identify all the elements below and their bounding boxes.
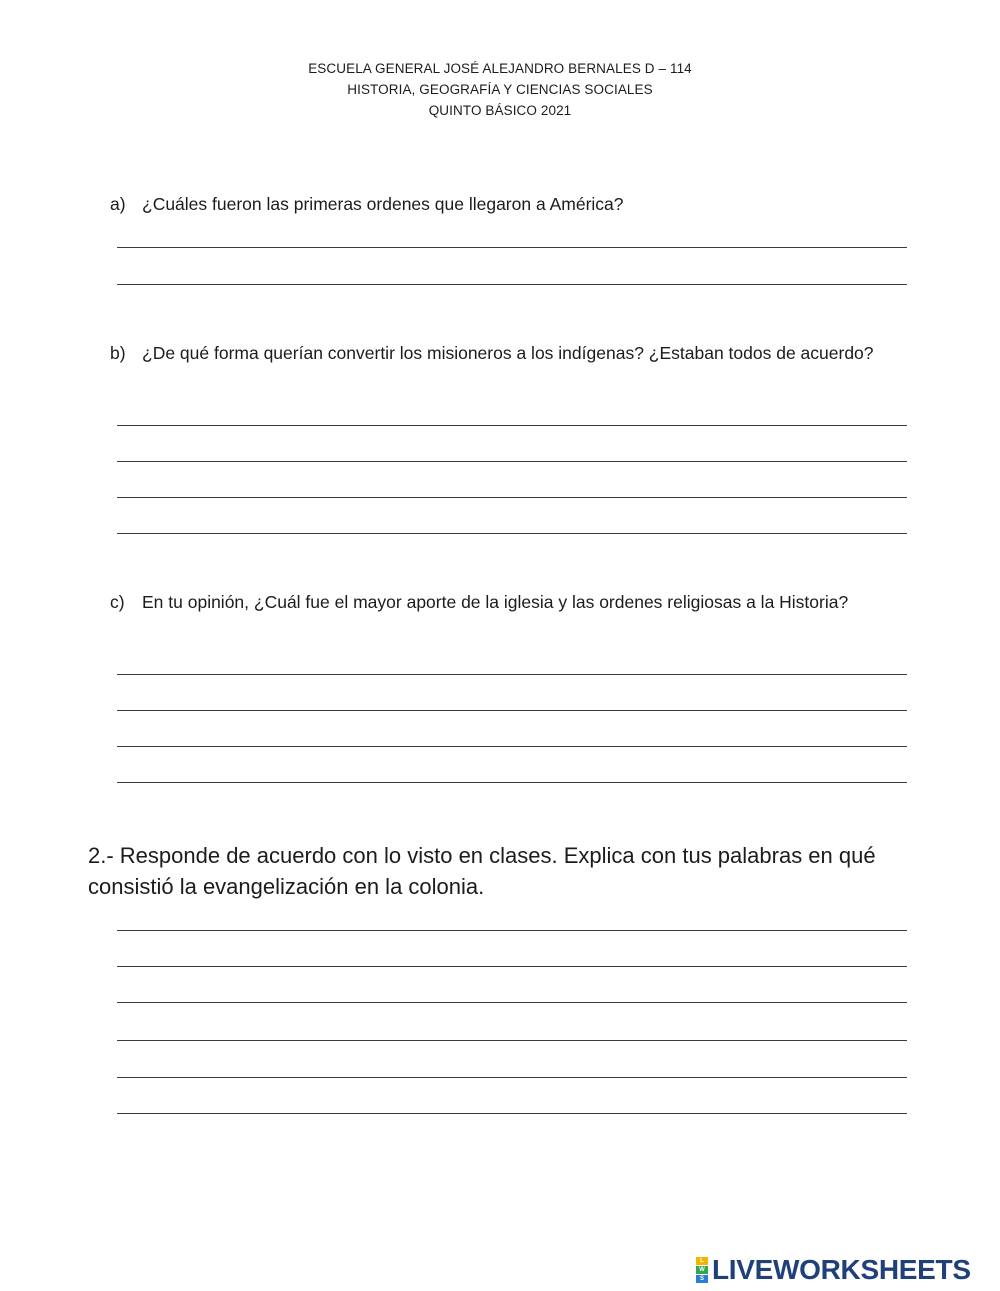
document-header [0, 58, 1000, 121]
logo-block-3: S [696, 1275, 708, 1283]
answer-line-2-2[interactable] [117, 966, 907, 967]
answer-line-c-1[interactable] [117, 674, 907, 675]
question-a-letter: a) [110, 194, 126, 214]
answer-line-a-1[interactable] [117, 247, 907, 248]
answer-line-c-2[interactable] [117, 710, 907, 711]
question-c [110, 589, 910, 616]
question-c-letter: c) [110, 592, 125, 612]
question-b-text: ¿De qué forma querían convertir los misioneros a los indígenas? ¿Estaban todos de acuerdo? [142, 343, 874, 363]
answer-line-b-1[interactable] [117, 425, 907, 426]
grade-year: QUINTO BÁSICO 2021 [428, 103, 572, 118]
answer-line-b-4[interactable] [117, 533, 907, 534]
school-name: ESCUELA GENERAL JOSÉ ALEJANDRO BERNALES D – 114 [308, 61, 692, 76]
answer-line-2-1[interactable] [117, 930, 907, 931]
answer-line-2-4[interactable] [117, 1040, 907, 1041]
answer-line-2-6[interactable] [117, 1113, 907, 1114]
answer-line-a-2[interactable] [117, 284, 907, 285]
logo-block-1: L [696, 1257, 708, 1265]
question-2-text: 2.- Responde de acuerdo con lo visto en clases. Explica con tus palabras en qué consistió la evangelización en la colonia. [88, 843, 876, 899]
question-b [110, 340, 910, 367]
answer-line-c-3[interactable] [117, 746, 907, 747]
answer-line-b-2[interactable] [117, 461, 907, 462]
question-b-letter: b) [110, 343, 126, 363]
logo-icon [696, 1257, 708, 1283]
logo-text: LIVEWORKSHEETS [712, 1254, 971, 1285]
subject-name: HISTORIA, GEOGRAFÍA Y CIENCIAS SOCIALES [347, 82, 653, 97]
logo-block-2: W [696, 1266, 708, 1274]
answer-line-2-3[interactable] [117, 1002, 907, 1003]
question-a-text: ¿Cuáles fueron las primeras ordenes que llegaron a América? [142, 194, 624, 214]
question-a [110, 191, 910, 218]
answer-line-b-3[interactable] [117, 497, 907, 498]
liveworksheets-logo [696, 1254, 971, 1286]
answer-line-2-5[interactable] [117, 1077, 907, 1078]
question-c-text: En tu opinión, ¿Cuál fue el mayor aporte de la iglesia y las ordenes religiosas a la Historia? [142, 592, 849, 612]
answer-line-c-4[interactable] [117, 782, 907, 783]
